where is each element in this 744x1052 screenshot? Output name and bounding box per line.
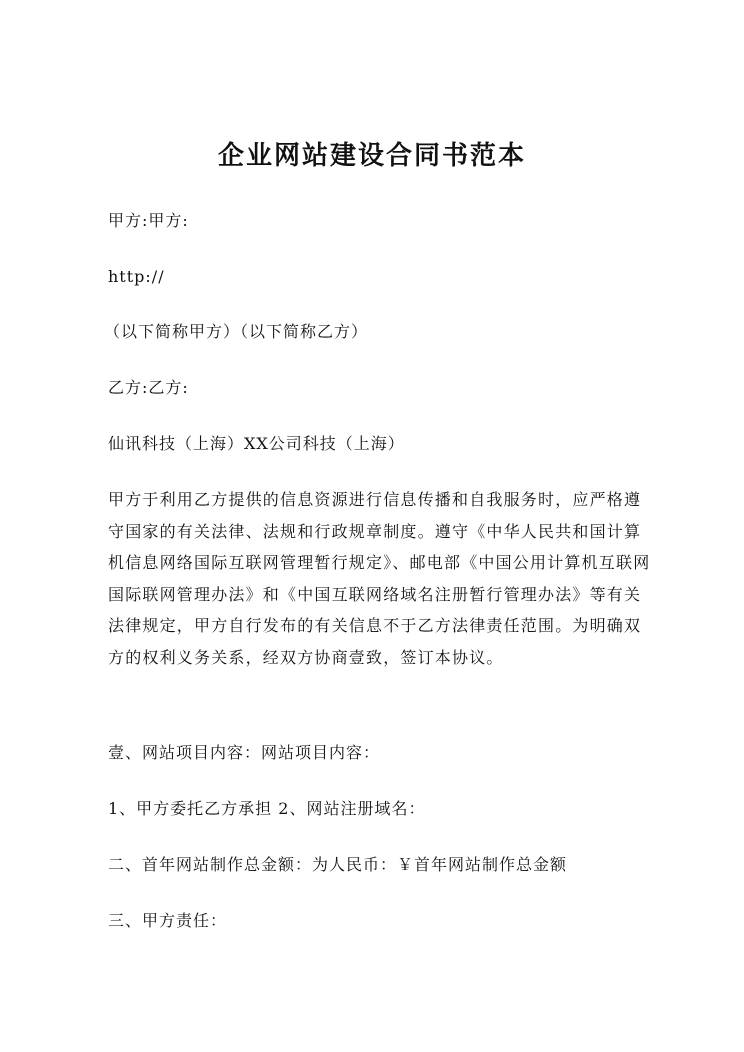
company-line: 仙讯科技（上海）XX公司科技（上海）: [108, 434, 405, 453]
intro-line: 方的权利义务关系，经双方协商壹致，签订本协议。: [108, 647, 504, 667]
url-line: http://: [108, 267, 165, 286]
section-1-heading: 壹、网站项目内容：网站项目内容：: [108, 743, 381, 762]
intro-line: 法律规定，甲方自行发布的有关信息不于乙方法律责任范围。为明确双: [108, 616, 642, 635]
intro-line: 甲方于利用乙方提供的信息资源进行信息传播和自我服务时，应严格遵: [108, 490, 642, 509]
abbreviation-note: （以下简称甲方）（以下简称乙方）: [104, 322, 369, 341]
intro-line: 机信息网络国际互联网管理暂行规定》、邮电部《中国公用计算机互联网: [108, 553, 651, 572]
section-3-heading: 三、甲方责任：: [108, 911, 228, 930]
party-b-line: 乙方:乙方:: [108, 378, 189, 397]
party-a-line: 甲方:甲方:: [108, 211, 189, 230]
document-title: 企业网站建设合同书范本: [217, 141, 526, 171]
section-1-item: 1、甲方委托乙方承担 2、网站注册域名：: [108, 799, 426, 818]
intro-line: 国际联网管理办法》和《中国互联网络域名注册暂行管理办法》等有关: [108, 584, 642, 604]
intro-line: 守国家的有关法律、法规和行政规章制度。遵守《中华人民共和国计算: [108, 521, 642, 541]
intro-paragraph: [108, 484, 651, 673]
section-2-heading: 二、首年网站制作总金额：为人民币：￥首年网站制作总金额: [108, 855, 568, 874]
